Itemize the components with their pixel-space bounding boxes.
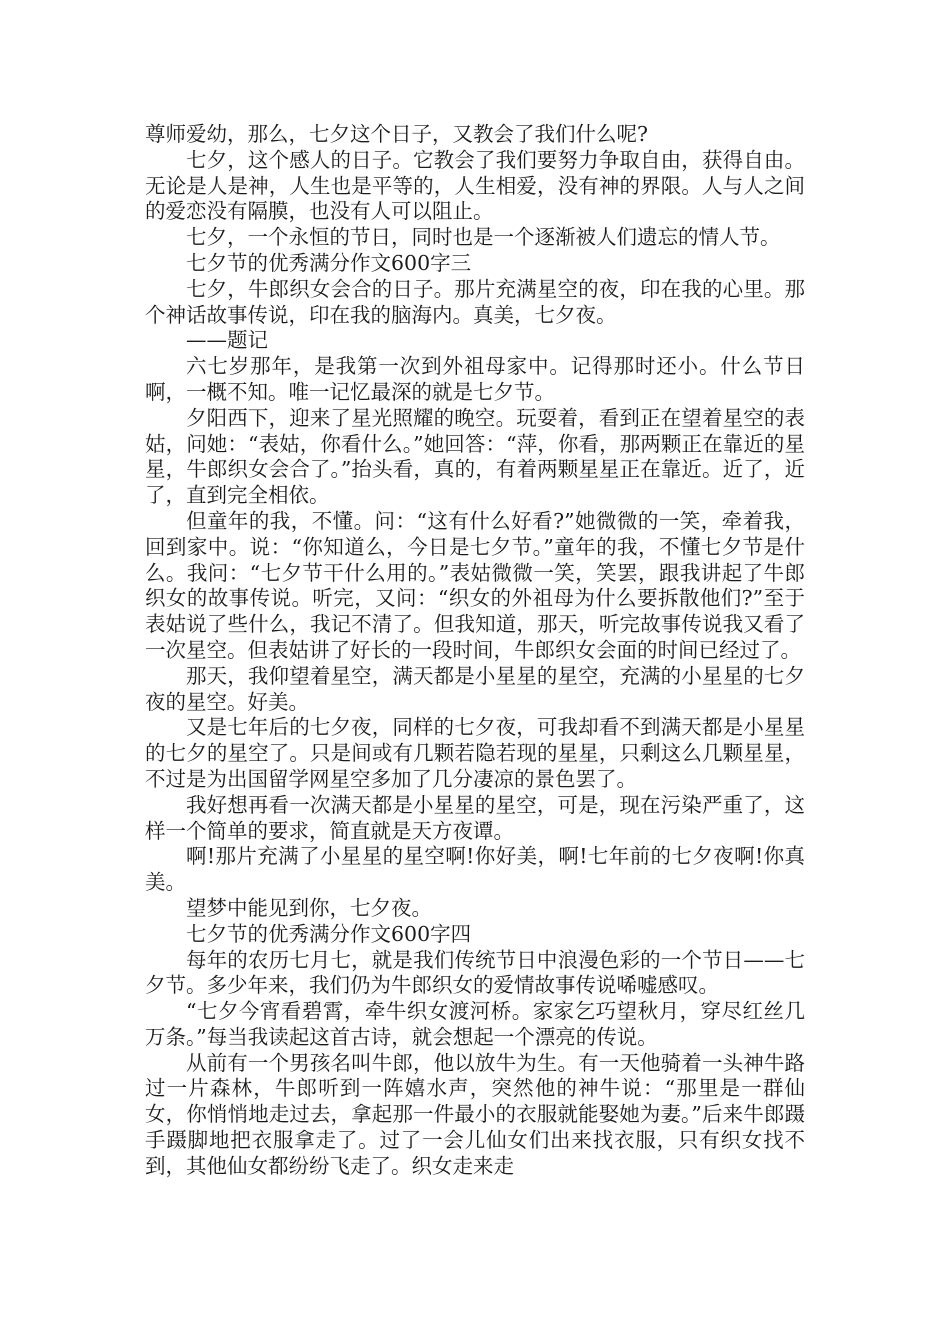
paragraph: 每年的农历七月七，就是我们传统节日中浪漫色彩的一个节日——七夕节。多少年来，我们仍为牛郎织女的爱情故事传说唏嘘感叹。 [145, 947, 805, 998]
paragraph: 望梦中能见到你，七夕夜。 [186, 895, 432, 920]
paragraph: 七夕，这个感人的日子。它教会了我们要努力争取自由，获得自由。无论是人是神，人生也是平等的，人生相爱，没有神的界限。人与人之间的爱恋没有隔膜，也没有人可以阻止。 [145, 147, 805, 224]
paragraph: 从前有一个男孩名叫牛郎，他以放牛为生。有一天他骑着一头神牛路过一片森林，牛郎听到一阵嬉水声，突然他的神牛说：“那里是一群仙女，你悄悄地走过去，拿起那一件最小的衣服就能娶她为妻。”后来牛郎蹑手蹑脚地把衣服拿走了。过了一会儿仙女们出来找衣服，只有织女找不到，其他仙女都纷纷飞走了。织女走来走 [145, 1050, 805, 1178]
paragraph: 那天，我仰望着星空，满天都是小星星的星空，充满的小星星的七夕夜的星空。好美。 [145, 663, 805, 714]
paragraph: 我好想再看一次满天都是小星星的星空，可是，现在污染严重了，这样一个简单的要求，简直就是天方夜谭。 [145, 792, 805, 843]
paragraph: “七夕今宵看碧霄，牵牛织女渡河桥。家家乞巧望秋月，穿尽红丝几万条。”每当我读起这首古诗，就会想起一个漂亮的传说。 [145, 999, 805, 1049]
paragraph: 尊师爱幼，那么，七夕这个日子，又教会了我们什么呢? [145, 122, 648, 146]
epigraph-attribution: ——题记 [186, 328, 268, 353]
section-heading: 七夕节的优秀满分作文600字三 [186, 250, 472, 275]
section-heading: 七夕节的优秀满分作文600字四 [186, 921, 472, 946]
paragraph: 七夕，一个永恒的节日，同时也是一个逐渐被人们遗忘的情人节。 [186, 225, 781, 250]
paragraph: 七夕，牛郎织女会合的日子。那片充满星空的夜，印在我的心里。那个神话故事传说，印在我的脑海内。真美，七夕夜。 [145, 276, 805, 327]
paragraph: 六七岁那年，是我第一次到外祖母家中。记得那时还小。什么节日啊，一概不知。唯一记忆最深的就是七夕节。 [145, 354, 805, 404]
paragraph: 又是七年后的七夕夜，同样的七夕夜，可我却看不到满天都是小星星的七夕的星空了。只是间或有几颗若隐若现的星星，只剩这么几颗星星，不过是为出国留学网星空多加了几分凄凉的景色罢了。 [145, 715, 805, 791]
paragraph: 夕阳西下，迎来了星光照耀的晚空。玩耍着，看到正在望着星空的表姑，问她：“表姑，你看什么。”她回答：“萍，你看，那两颗正在靠近的星星，牛郎织女会合了。”抬头看，真的，有着两颗星星正在靠近。近了，近了，直到完全相依。 [145, 405, 805, 508]
paragraph: 但童年的我，不懂。问：“这有什么好看?”她微微的一笑，牵着我，回到家中。说：“你知道么，今日是七夕节。”童年的我，不懂七夕节是什么。我问：“七夕节干什么用的。”表姑微微一笑，笑罢，跟我讲起了牛郎织女的故事传说。听完，又问：“织女的外祖母为什么要拆散他们?”至于表姑说了些什么，我记不清了。但我知道，那天，听完故事传说我又看了一次星空。但表姑讲了好长的一段时间，牛郎织女会面的时间已经过了。 [145, 508, 805, 662]
paragraph: 啊!那片充满了小星星的星空啊!你好美，啊!七年前的七夕夜啊!你真美。 [145, 844, 805, 895]
document-body [145, 122, 805, 1180]
